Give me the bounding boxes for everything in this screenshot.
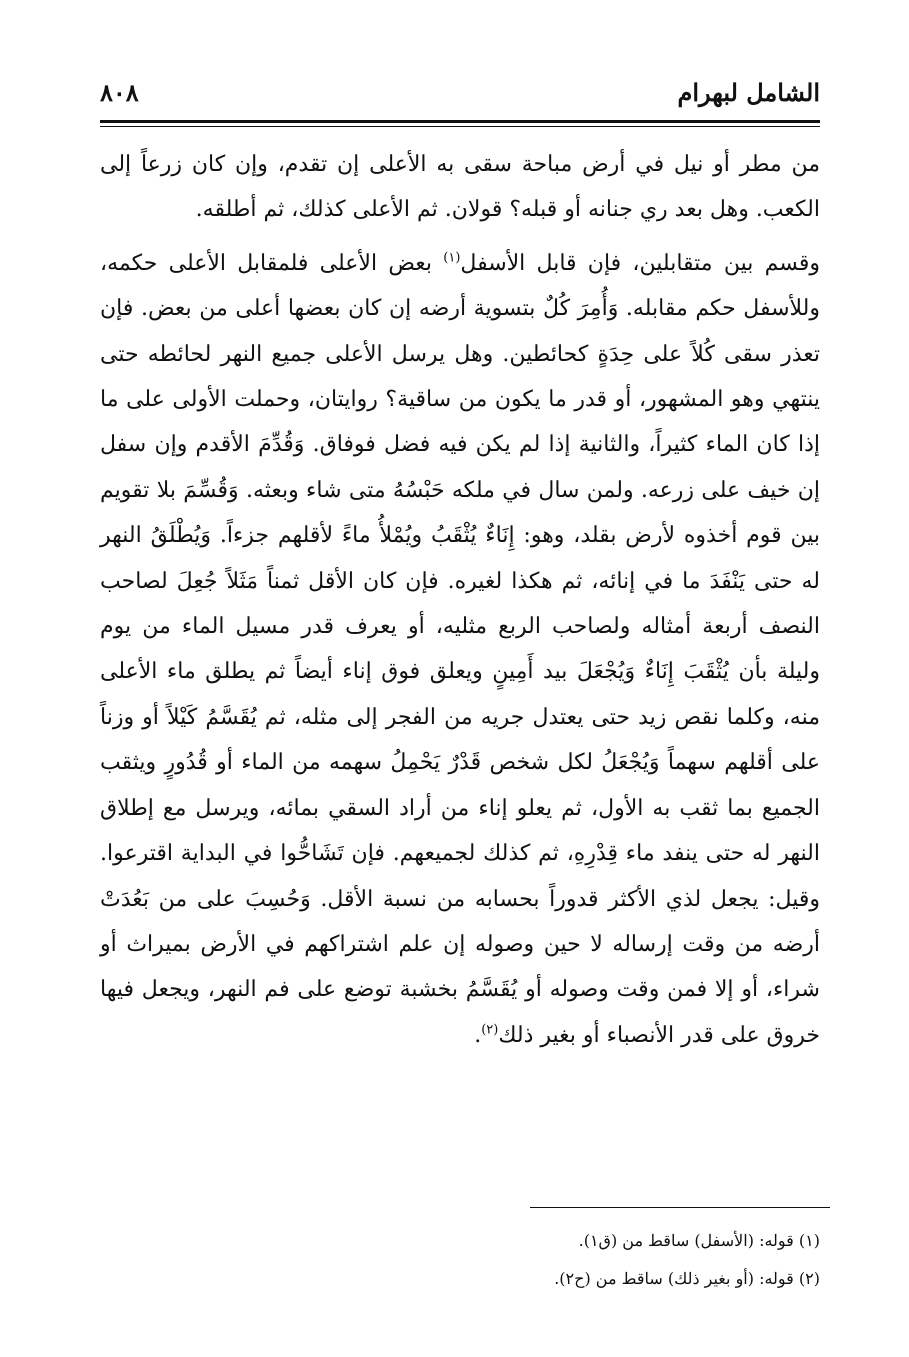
footnotes	[300, 1222, 820, 1298]
footnote-separator	[530, 1207, 830, 1208]
running-title: الشامل لبهرام	[677, 78, 820, 107]
running-header	[100, 72, 820, 116]
footnote-1: (١) قوله: (الأسفل) ساقط من (ق١).	[578, 1231, 820, 1250]
main-text	[100, 142, 820, 1058]
footnote-marker-2: (٢)	[481, 1022, 499, 1038]
paragraph-1: من مطر أو نيل في أرض مباحة سقى به الأعلى إن تقدم، وإن كان زرعاً إلى الكعب. وهل بعد ري جنانه أو قبله؟ قولان. ثم الأعلى كذلك، ثم أطلقه.	[100, 152, 820, 223]
paragraph-2-text-end: .	[474, 1022, 482, 1048]
footnote-2: (٢) قوله: (أو بغير ذلك) ساقط من (ح٢).	[554, 1269, 820, 1288]
paragraph-2	[100, 241, 820, 1058]
header-rule-thick	[100, 120, 820, 123]
page-number: ٨٠٨	[100, 78, 139, 107]
paragraph-2-text-start: وقسم بين متقابلين، فإن قابل الأسفل	[460, 250, 820, 276]
footnote-marker-1: (١)	[443, 250, 461, 266]
header-rule-thin	[100, 126, 820, 127]
paragraph-2-text-main: بعض الأعلى فلمقابل الأعلى حكمه، وللأسفل حكم مقابله. وَأُمِرَ كُلٌ بتسوية أرضه إن كان بعضها أعلى من بعض. فإن تعذر سقى كُلاً على حِدَةٍ كحائطين. وهل يرسل الأعلى جميع النهر لحائطه حتى ينتهي وهو المشهور، أو قدر ما يكون من ساقية؟ روايتان، وحملت الأولى على ما إذا كان الماء كثيراً، والثانية إذا لم يكن فيه فضل فوفاق. وَقُدِّمَ الأقدم وإن سفل إن خيف على زرعه. ولمن سال في ملكه حَبْسُهُ متى شاء وبعثه. وَقُسِّمَ بلا تقويم بين قوم أخذوه لأرض بقلد، وهو: إِنَاءٌ يُثْقَبُ ويُمْلأُ ماءً لأقلهم جزءاً. وَيُطْلَقُ النهر له حتى يَنْفَدَ ما في إنائه، ثم هكذا لغيره. فإن كان الأقل ثمناً مَثَلاً جُعِلَ لصاحب النصف أربعة أمثاله ولصاحب الربع مثليه، أو يعرف قدر مسيل الماء من يوم وليلة بأن يُثْقَبَ إِنَاءٌ وَيُجْعَلَ بيد أَمِينٍ ويعلق فوق إناء أيضاً ثم يطلق ماء الأعلى منه، وكلما نقص زيد حتى يعتدل جريه من الفجر إلى مثله، ثم يُقَسَّمُ كَيْلاً أو وزناً على أقلهم سهماً وَيُجْعَلُ لكل شخص قَدْرٌ يَحْمِلُ سهمه من الماء أو قُدُورٍ ويثقب الجميع بما ثقب به الأول، ثم يعلو إناء من أراد السقي بمائه، ويرسل مع إطلاق النهر له حتى ينفد ماء قِدْرِهِ، ثم كذلك لجميعهم. فإن تَشَاحُّوا في البداية اقترعوا. وقيل: يجعل لذي الأكثر قدوراً بحسابه من نسبة الأقل. وَحُسِبَ على من بَعُدَتْ أرضه من وقت إرساله لا حين وصوله إن علم اشتراكهم في الأرض بميراث أو شراء، أو إلا فمن وقت وصوله أو يُقَسَّمُ بخشبة توضع على فم النهر، ويجعل فيها خروق على قدر الأنصباء أو بغير ذلك	[100, 250, 820, 1048]
